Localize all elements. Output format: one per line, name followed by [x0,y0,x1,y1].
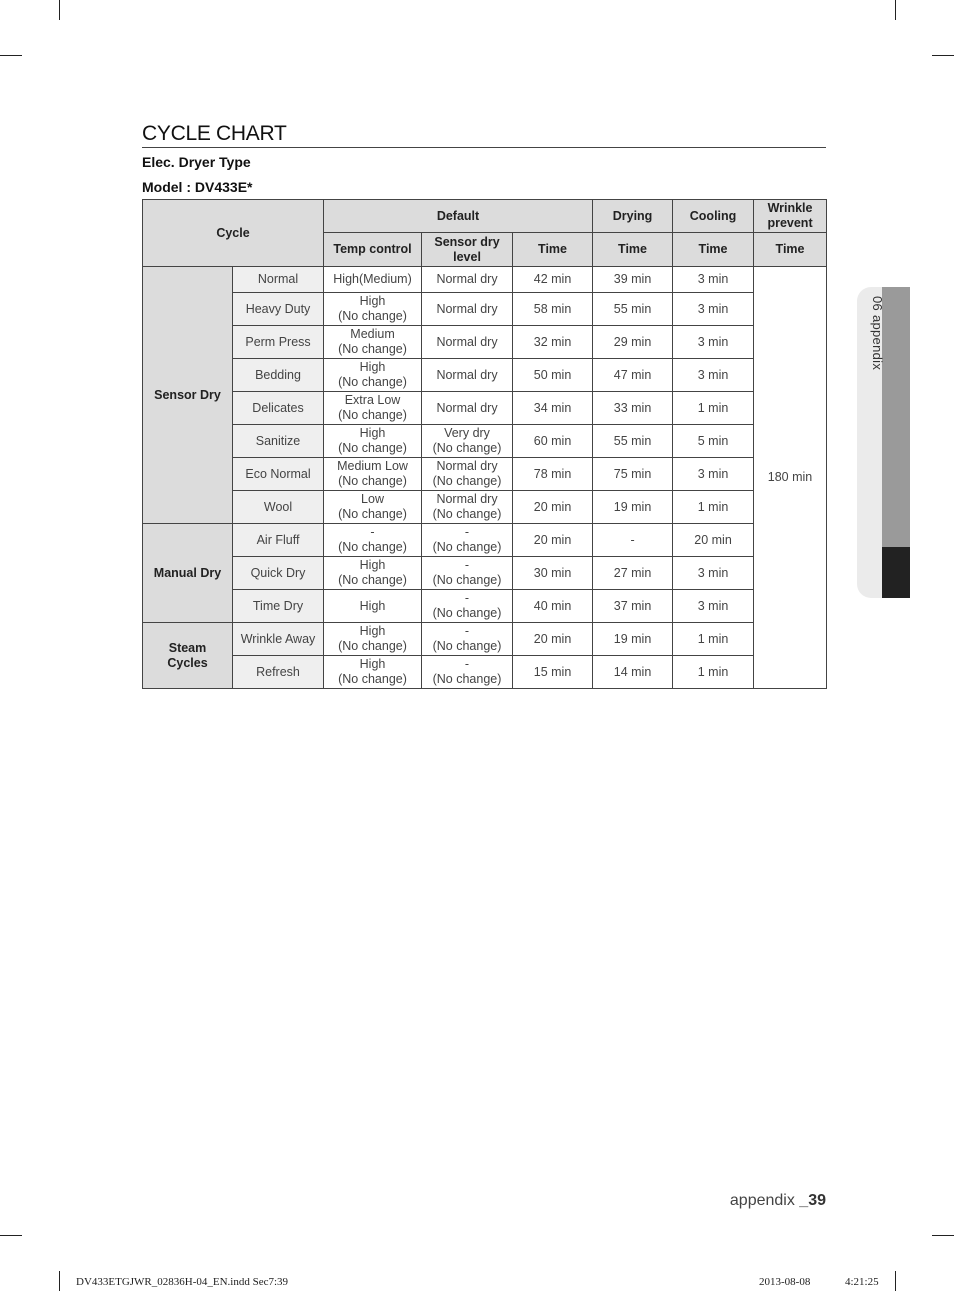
default-time-cell: 42 min [513,267,593,293]
side-tab-gray-band [882,287,910,547]
print-time: 4:21:25 [845,1276,879,1288]
drying-time-cell: 29 min [593,326,673,359]
temp-control-cell: High (No change) [324,557,422,590]
drying-time-cell: 39 min [593,267,673,293]
header-wrinkle-prevent: Wrinkle prevent [754,200,827,233]
cooling-time-cell: 1 min [673,491,754,524]
table-row [143,425,827,458]
sensor-dry-level-cell: Normal dry [422,293,513,326]
temp-control-cell: Low (No change) [324,491,422,524]
table-row [143,267,827,293]
default-time-cell: 32 min [513,326,593,359]
cooling-time-cell: 3 min [673,557,754,590]
temp-control-cell: High (No change) [324,359,422,392]
table-row [143,359,827,392]
sensor-dry-level-cell: Normal dry [422,392,513,425]
drying-time-cell: - [593,524,673,557]
drying-time-cell: 19 min [593,623,673,656]
sensor-dry-level-cell: - (No change) [422,656,513,689]
side-tab-black-band [882,547,910,598]
side-tab-label: 06 appendix [870,296,885,371]
page-title: CYCLE CHART [142,121,826,148]
default-time-cell: 78 min [513,458,593,491]
cycle-name: Refresh [233,656,324,689]
cycle-name: Eco Normal [233,458,324,491]
header-sensor-dry-level: Sensor dry level [422,233,513,267]
cycle-name: Quick Dry [233,557,324,590]
cooling-time-cell: 3 min [673,590,754,623]
sensor-dry-level-cell: Normal dry [422,326,513,359]
temp-control-cell: Medium (No change) [324,326,422,359]
cooling-time-cell: 3 min [673,267,754,293]
temp-control-cell: High (No change) [324,293,422,326]
temp-control-cell: Extra Low (No change) [324,392,422,425]
drying-time-cell: 33 min [593,392,673,425]
sensor-dry-level-cell: Normal dry [422,267,513,293]
header-wrinkle-time: Time [754,233,827,267]
cycle-name: Delicates [233,392,324,425]
header-cooling: Cooling [673,200,754,233]
cooling-time-cell: 1 min [673,392,754,425]
table-row [143,656,827,689]
drying-time-cell: 55 min [593,425,673,458]
crop-mark [59,1271,60,1291]
page-number: _39 [799,1192,826,1209]
header-drying-time: Time [593,233,673,267]
sensor-dry-level-cell: Normal dry (No change) [422,491,513,524]
sensor-dry-level-cell: Normal dry (No change) [422,458,513,491]
cooling-time-cell: 1 min [673,656,754,689]
drying-time-cell: 19 min [593,491,673,524]
print-file-info: DV433ETGJWR_02836H-04_EN.indd Sec7:39 [76,1276,289,1288]
cooling-time-cell: 3 min [673,326,754,359]
default-time-cell: 15 min [513,656,593,689]
cooling-time-cell: 5 min [673,425,754,458]
cycle-name: Perm Press [233,326,324,359]
table-row [143,590,827,623]
header-cooling-time: Time [673,233,754,267]
default-time-cell: 20 min [513,623,593,656]
wrinkle-prevent-time-cell: 180 min [754,267,827,689]
temp-control-cell: High (No change) [324,425,422,458]
sensor-dry-level-cell: - (No change) [422,590,513,623]
table-row [143,458,827,491]
cycle-name: Air Fluff [233,524,324,557]
default-time-cell: 50 min [513,359,593,392]
drying-time-cell: 14 min [593,656,673,689]
temp-control-cell: High (No change) [324,623,422,656]
default-time-cell: 20 min [513,491,593,524]
dryer-type: Elec. Dryer Type [142,154,251,170]
cycle-name: Bedding [233,359,324,392]
table-row [143,326,827,359]
table-row [143,491,827,524]
temp-control-cell: - (No change) [324,524,422,557]
cooling-time-cell: 3 min [673,293,754,326]
header-default: Default [324,200,593,233]
cycle-group-label: Steam Cycles [143,623,233,689]
cycle-name: Wool [233,491,324,524]
default-time-cell: 30 min [513,557,593,590]
cycle-chart-table [142,199,827,689]
header-time: Time [513,233,593,267]
footer-page-number [730,1192,826,1210]
default-time-cell: 20 min [513,524,593,557]
table-row [143,557,827,590]
cooling-time-cell: 1 min [673,623,754,656]
cycle-group-label: Manual Dry [143,524,233,623]
cooling-time-cell: 3 min [673,359,754,392]
cycle-name: Time Dry [233,590,324,623]
drying-time-cell: 27 min [593,557,673,590]
sensor-dry-level-cell: Normal dry [422,359,513,392]
sensor-dry-level-cell: - (No change) [422,623,513,656]
default-time-cell: 58 min [513,293,593,326]
cycle-name: Heavy Duty [233,293,324,326]
crop-mark [932,1235,954,1236]
header-drying: Drying [593,200,673,233]
drying-time-cell: 75 min [593,458,673,491]
cycle-name: Wrinkle Away [233,623,324,656]
cycle-name: Normal [233,267,324,293]
temp-control-cell: High [324,590,422,623]
crop-mark [0,55,22,56]
table-row [143,392,827,425]
cycle-group-label: Sensor Dry [143,267,233,524]
table-row [143,524,827,557]
sensor-dry-level-cell: - (No change) [422,524,513,557]
table-row [143,623,827,656]
print-date: 2013-08-08 [759,1276,811,1288]
sensor-dry-level-cell: Very dry (No change) [422,425,513,458]
drying-time-cell: 55 min [593,293,673,326]
cycle-name: Sanitize [233,425,324,458]
crop-mark [932,55,954,56]
header-cycle: Cycle [143,200,324,267]
crop-mark [895,1271,896,1291]
default-time-cell: 60 min [513,425,593,458]
temp-control-cell: Medium Low (No change) [324,458,422,491]
crop-mark [0,1235,22,1236]
crop-mark [59,0,60,20]
temp-control-cell: High(Medium) [324,267,422,293]
sensor-dry-level-cell: - (No change) [422,557,513,590]
temp-control-cell: High (No change) [324,656,422,689]
model-label: Model : DV433E* [142,179,253,195]
table-row [143,293,827,326]
cooling-time-cell: 3 min [673,458,754,491]
cooling-time-cell: 20 min [673,524,754,557]
header-temp-control: Temp control [324,233,422,267]
default-time-cell: 34 min [513,392,593,425]
crop-mark [895,0,896,20]
default-time-cell: 40 min [513,590,593,623]
drying-time-cell: 47 min [593,359,673,392]
footer-section: appendix [729,1192,795,1209]
drying-time-cell: 37 min [593,590,673,623]
